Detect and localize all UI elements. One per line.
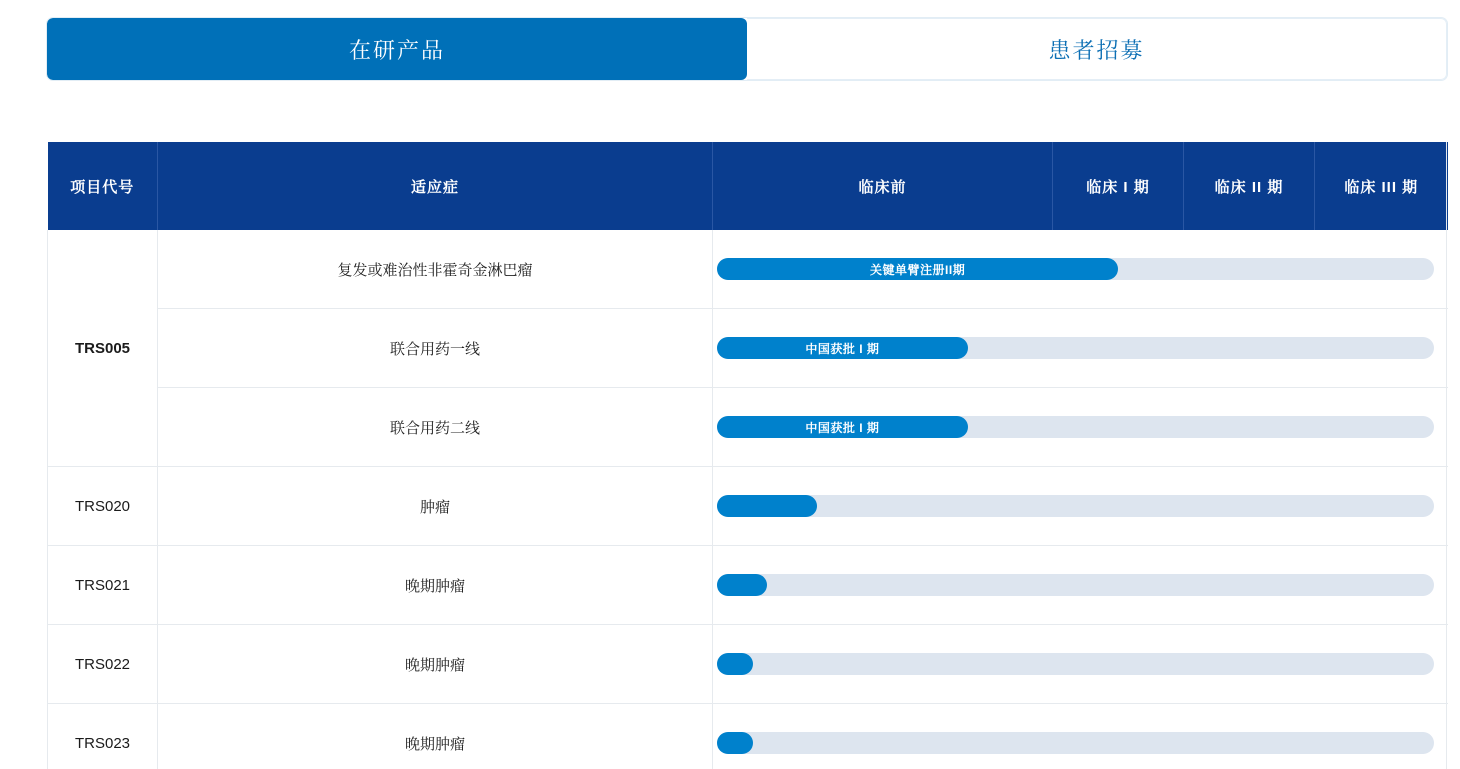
cell-project-code: TRS005 (48, 230, 158, 467)
cell-progress (713, 546, 1448, 625)
progress-fill (717, 653, 753, 675)
cell-indication: 晚期肿瘤 (158, 625, 713, 704)
table-row (48, 625, 1448, 704)
progress-track (717, 495, 1434, 517)
cell-indication: 晚期肿瘤 (158, 704, 713, 769)
col-header-code: 项目代号 (48, 142, 158, 230)
tab-pipeline-label: 在研产品 (348, 37, 445, 63)
cell-indication: 复发或难治性非霍奇金淋巴瘤 (158, 230, 713, 309)
cell-project-code: TRS023 (48, 704, 158, 769)
progress-fill (717, 337, 968, 359)
table-row (48, 230, 1448, 309)
progress-fill (717, 416, 968, 438)
tab-patient-recruitment[interactable] (747, 18, 1447, 80)
progress-track (717, 416, 1434, 438)
tab-bar (47, 18, 1447, 80)
progress-fill (717, 732, 753, 754)
pipeline-table (47, 142, 1448, 769)
table-row (48, 388, 1448, 467)
progress-label: 关键单臂注册II期 (870, 262, 966, 277)
col-header-phase2: 临床 II 期 (1184, 142, 1315, 230)
cell-progress (713, 309, 1448, 388)
progress-label: 中国获批 I 期 (805, 420, 880, 435)
cell-progress (713, 388, 1448, 467)
cell-project-code: TRS021 (48, 546, 158, 625)
progress-track (717, 337, 1434, 359)
table-row (48, 467, 1448, 546)
progress-track (717, 574, 1434, 596)
progress-track (717, 258, 1434, 280)
cell-progress (713, 467, 1448, 546)
cell-project-code: TRS022 (48, 625, 158, 704)
pipeline-table-wrap (47, 142, 1447, 769)
cell-progress (713, 625, 1448, 704)
col-header-indication: 适应症 (158, 142, 713, 230)
table-row (48, 704, 1448, 769)
cell-project-code: TRS020 (48, 467, 158, 546)
table-header-row (48, 142, 1448, 230)
progress-fill (717, 495, 817, 517)
col-header-phase1: 临床 I 期 (1053, 142, 1184, 230)
tab-patient-recruitment-label: 患者招募 (1048, 37, 1145, 63)
progress-fill (717, 574, 767, 596)
progress-track (717, 732, 1434, 754)
progress-track (717, 653, 1434, 675)
col-header-phase3: 临床 III 期 (1315, 142, 1448, 230)
cell-progress (713, 704, 1448, 769)
cell-progress (713, 230, 1448, 309)
cell-indication: 联合用药二线 (158, 388, 713, 467)
cell-indication: 晚期肿瘤 (158, 546, 713, 625)
progress-fill (717, 258, 1118, 280)
cell-indication: 肿瘤 (158, 467, 713, 546)
table-body (48, 230, 1448, 769)
cell-indication: 联合用药一线 (158, 309, 713, 388)
tab-pipeline[interactable] (47, 18, 747, 80)
table-header (48, 142, 1448, 230)
table-row (48, 309, 1448, 388)
table-row (48, 546, 1448, 625)
progress-label: 中国获批 I 期 (805, 341, 880, 356)
col-header-preclinical: 临床前 (713, 142, 1053, 230)
